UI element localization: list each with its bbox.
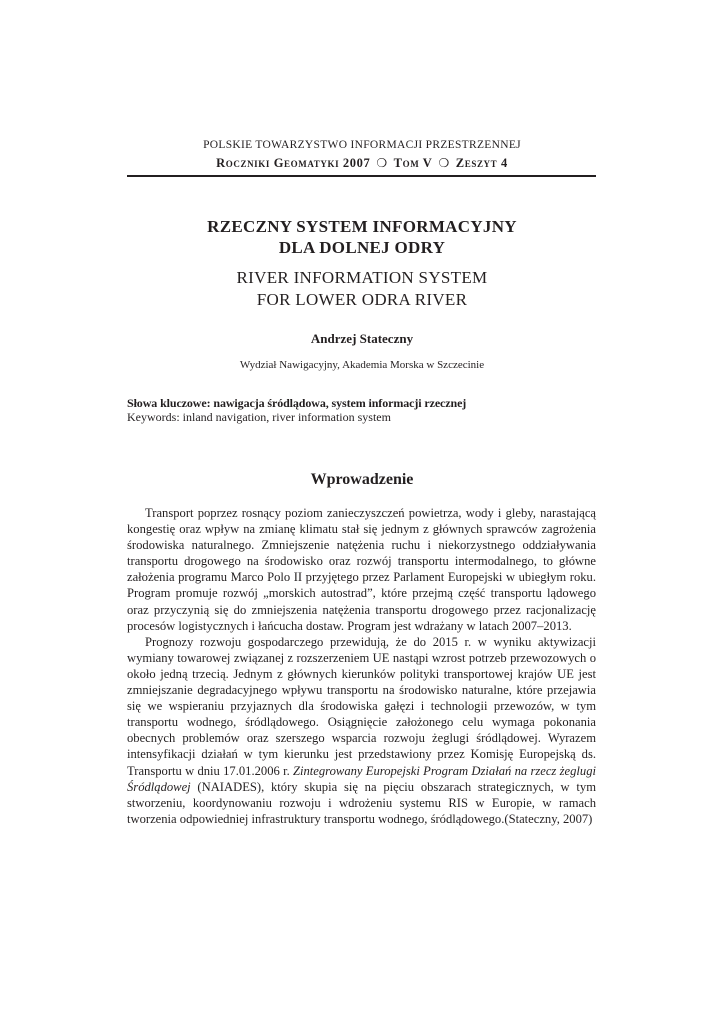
section-heading: Wprowadzenie: [310, 471, 414, 488]
title-english-line2: FOR LOWER ODRA RIVER: [256, 290, 468, 309]
separator-icon: ❍: [376, 156, 388, 170]
program-title-italic: Zintegrowany Europejski Program Działań na rzecz żeglugi Śródlądowej: [127, 763, 596, 794]
keywords-english: Keywords: inland navigation, river information system: [127, 410, 391, 424]
paragraph: Transport poprzez rosnący poziom zanieczyszczeń powietrza, wody i gleby, narastającą kongestię oraz wpływ na zmianę klimatu stał się jednym z głównych sprawców zagrożenia środowiska naturalnego. Zmniejszenie natężenia ruchu i niekorzystnego oddziaływania transportu drogowego na środowisko oraz rozwój transportu intermodalnego, to główne założenia programu Marco Polo II przyjętego przez Parlament Europejski w ubiegłym roku. Program promuje rozwój „morskich autostrad”, które przejmą część transportu lądowego oraz przyczynią się do zmniejszenia natężenia transportu drogowego przez racjonalizację procesów logistycznych i łańcucha dostaw. Program jest wdrażany w latach 2007–2013.: [127, 506, 596, 633]
paragraph: [127, 634, 596, 827]
keywords-polish: Słowa kluczowe: nawigacja śródlądowa, system informacji rzecznej: [127, 396, 467, 410]
title-english-line1: RIVER INFORMATION SYSTEM: [236, 268, 488, 287]
paragraph-text: (NAIADES), który skupia się na pięciu obszarach strategicznych, w tym stworzeniu, koordynowaniu rozwoju i wdrożeniu systemu RIS w Europie, w ramach tworzenia odpowiedniej infrastruktury transportu wodnego, śródlądowego.(Stateczny, 2007): [127, 779, 596, 826]
body-text: [127, 505, 596, 827]
header-rule: [127, 175, 596, 177]
paragraph-text: Prognozy rozwoju gospodarczego przewidują, że do 2015 r. w wyniku aktywizacji wymiany towarowej związanej z rozszerzeniem UE nastąpi wzrost potrzeb przewozowych o około jedną trzecią. Jednym z głównych kierunków polityki transportowej krajów UE jest zmniejszanie degradacyjnego wpływu transportu na środowisko naturalne, które przejawia się we wspieraniu przyjaznych dla środowiska gałęzi i technologii przewozów, w tym transportu wodnego, śródlądowego. Osiągnięcie założonego celu wymaga pokonania obecnych problemów oraz szerszego wsparcia rozwoju żeglugi śródlądowej. Wyrazem intensyfikacji działań w tym kierunku jest przedstawiony przez Komisję Europejską ds. Transportu w dniu 17.01.2006 r.: [127, 634, 596, 778]
keywords-block: [127, 396, 596, 424]
title-polish-line1: RZECZNY SYSTEM INFORMACYJNY: [207, 217, 517, 236]
separator-icon: ❍: [438, 156, 450, 170]
journal-name: Roczniki Geomatyki 2007: [216, 156, 371, 170]
title-polish: [0, 216, 724, 258]
title-english: [0, 267, 724, 311]
author-affiliation: Wydział Nawigacyjny, Akademia Morska w Szczecinie: [239, 359, 485, 371]
header-journal: [0, 156, 724, 171]
title-polish-line2: DLA DOLNEJ ODRY: [278, 238, 446, 257]
header-society: POLSKIE TOWARZYSTWO INFORMACJI PRZESTRZENNEJ: [203, 139, 521, 151]
author-name: Andrzej Stateczny: [310, 331, 414, 346]
journal-issue: Zeszyt 4: [455, 156, 508, 170]
journal-volume: Tom V: [393, 156, 433, 170]
